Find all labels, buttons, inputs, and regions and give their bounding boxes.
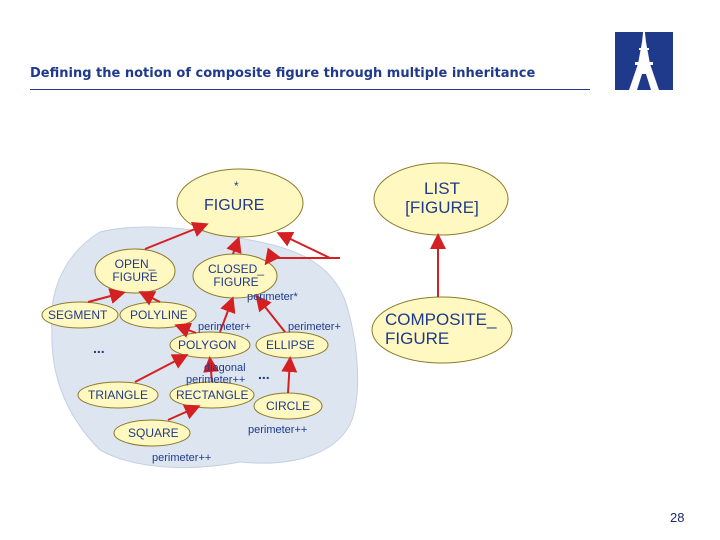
polygon-label: POLYGON: [178, 338, 237, 352]
square-perimeter-annotation: perimeter++: [152, 452, 212, 464]
page-number: 28: [670, 510, 685, 525]
polyline-label: POLYLINE: [130, 308, 188, 322]
list-figure-label: LIST [FIGURE]: [405, 179, 479, 217]
slide-title: Defining the notion of composite figure through multiple inheritance: [30, 66, 536, 81]
ellipsis-ellipse-descendants: ...: [258, 366, 270, 382]
rectangle-label: RECTANGLE: [176, 388, 249, 402]
triangle-label: TRIANGLE: [88, 388, 149, 402]
ellipse-perimeter-annotation: perimeter+: [288, 321, 341, 333]
figure-label: FIGURE: [204, 197, 265, 214]
closed-figure-perimeter-annotation: perimeter*: [247, 291, 298, 303]
circle-perimeter-annotation: perimeter++: [248, 424, 308, 436]
ellipse-label: ELLIPSE: [266, 338, 315, 352]
rectangle-diagonal-annotation: diagonal: [204, 362, 246, 374]
open-figure-label: OPEN_ FIGURE: [112, 257, 158, 285]
figure-deferred-marker: *: [234, 179, 239, 193]
rectangle-perimeter-annotation: perimeter++: [186, 374, 246, 386]
circle-label: CIRCLE: [266, 399, 311, 413]
square-label: SQUARE: [128, 426, 179, 440]
composite-figure-label: COMPOSITE_ FIGURE: [385, 310, 497, 348]
polygon-perimeter-annotation: perimeter+: [198, 321, 251, 333]
ellipsis-polyline-descendants: ...: [93, 340, 105, 356]
closed-figure-label: CLOSED_ FIGURE: [207, 262, 265, 290]
segment-label: SEGMENT: [48, 308, 108, 322]
